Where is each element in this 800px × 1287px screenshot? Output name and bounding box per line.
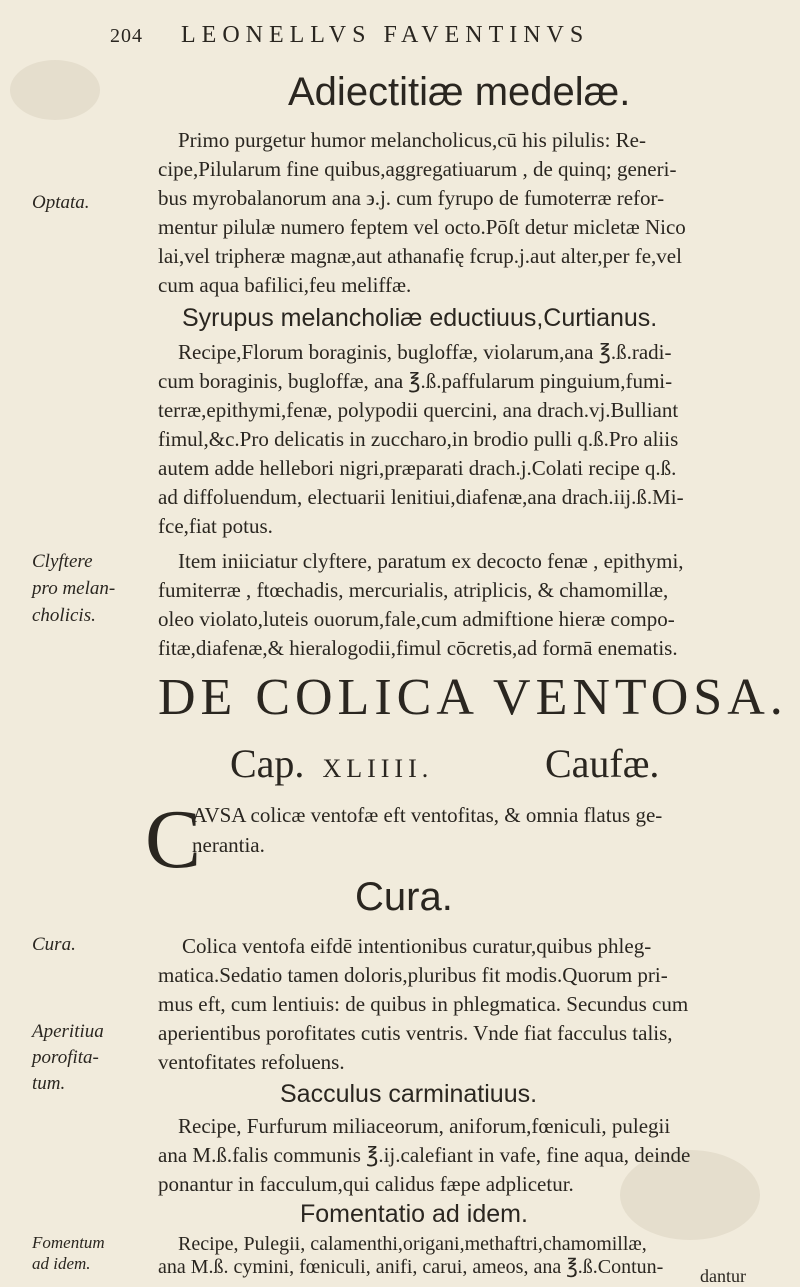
text-line: fce,fiat potus. [158, 514, 273, 538]
text-line: fumiterræ , ftœchadis, mercurialis, atriplicis, & chamomillæ, [158, 578, 669, 602]
text-line: Item iniiciatur clyftere, paratum ex decocto fenæ , epithymi, [178, 549, 684, 573]
text-line: oleo violato,luteis ouorum,fale,cum admiftione hieræ compo- [158, 607, 675, 631]
recipe-heading: Fomentatio ad idem. [300, 1200, 528, 1228]
text-line: Colica ventofa eifdē intentionibus curatur,quibus phleg- [182, 934, 652, 958]
chapter-label [230, 740, 433, 787]
margin-note-fomentum: Fomentum [32, 1233, 105, 1252]
text-line: lai,vel tripheræ magnæ,aut athanafię fcrup.j.aut alter,per fe,vel [158, 244, 682, 268]
text-line: ad diffoluendum, electuarii lenitiui,diafenæ,ana drach.iij.ß.Mi- [158, 485, 684, 509]
drop-cap: C [145, 793, 202, 886]
text-line: cipe,Pilularum fine quibus,aggregatiuarum , de quinq; generi- [158, 157, 677, 181]
margin-note-cura: Cura. [32, 934, 76, 955]
text-line: Recipe, Furfurum miliaceorum, aniforum,fœniculi, pulegii [178, 1114, 671, 1138]
margin-note-fomentum: ad idem. [32, 1254, 91, 1273]
margin-note-aperitiua: porofita- [32, 1047, 99, 1068]
cura-heading: Cura. [355, 875, 453, 919]
chapter-number: XLIIII. [322, 754, 434, 783]
margin-note-clystere: Clyftere [32, 551, 93, 572]
margin-note-optata: Optata. [32, 192, 90, 213]
text-line: mentur pilulæ numero feptem vel octo.Pōſt detur micletæ Nico [158, 215, 686, 239]
margin-note-clystere: pro melan- [32, 578, 116, 599]
page-number: 204 [110, 25, 143, 47]
text-line: cum boraginis, bugloffæ, ana ℥.ß.paffularum pinguium,fumi- [158, 369, 673, 393]
chapter-title: DE COLICA VENTOSA. [158, 669, 788, 726]
recipe-heading: Syrupus melancholiæ eductiuus,Curtianus. [182, 304, 658, 332]
text-line: matica.Sedatio tamen doloris,pluribus fit modis.Quorum pri- [158, 963, 668, 987]
text-line: aperientibus porofitates cutis ventris. Vnde fiat facculus talis, [158, 1021, 673, 1045]
text-line: terræ,epithymi,fenæ, polypodii quercini, ana drach.vj.Bulliant [158, 398, 679, 422]
text-line: Recipe,Florum boraginis, bugloffæ, violarum,ana ℥.ß.radi- [178, 340, 672, 364]
recipe-heading: Sacculus carminatiuus. [280, 1080, 538, 1108]
text-line: ponantur in facculum,qui calidus fæpe adplicetur. [158, 1172, 574, 1196]
text-line: ana M.ß.falis communis ℥.ij.calefiant in vafe, fine aqua, deinde [158, 1143, 691, 1167]
margin-note-aperitiua: tum. [32, 1073, 66, 1094]
text-line: nerantia. [192, 833, 265, 857]
text-line: mus eft, cum lentiuis: de quibus in phlegmatica. Secundus cum [158, 992, 689, 1016]
text-line: fimul,&c.Pro delicatis in zuccharo,in brodio pulli q.ß.Pro aliis [158, 427, 679, 451]
margin-note-clystere: cholicis. [32, 605, 96, 626]
running-head [110, 22, 589, 49]
running-head-title: LEONELLVS FAVENTINVS [181, 22, 590, 48]
causae-heading: Caufæ. [545, 741, 660, 786]
text-line: cum aqua bafilici,feu meliffæ. [158, 273, 412, 297]
text-line: autem adde hellebori nigri,præparati drach.j.Colati recipe q.ß. [158, 456, 677, 480]
text-line: ana M.ß. cymini, fœniculi, anifi, carui, ameos, ana ℥.ß.Contun- [158, 1256, 664, 1278]
text-line: Primo purgetur humor melancholicus,cū his pilulis: Re- [178, 128, 646, 152]
text-line: ventofitates refoluens. [158, 1050, 345, 1074]
text-line: AVSA colicæ ventofæ eft ventofitas, & omnia flatus ge- [192, 803, 663, 827]
catchword: dantur [700, 1266, 746, 1286]
text-line: fitæ,diafenæ,& hieralogodii,fimul cōcretis,ad formā enematis. [158, 636, 678, 660]
text-line: bus myrobalanorum ana ϶.j. cum fyrupo de fumoterræ refor- [158, 186, 665, 210]
margin-note-aperitiua: Aperitiua [32, 1021, 104, 1042]
cap-label: Cap. [230, 741, 305, 786]
paper-stain [10, 60, 100, 120]
text-line: Recipe, Pulegii, calamenthi,origani,methaftri,chamomillæ, [178, 1233, 647, 1255]
section-title: Adiectitiæ medelæ. [288, 70, 631, 114]
